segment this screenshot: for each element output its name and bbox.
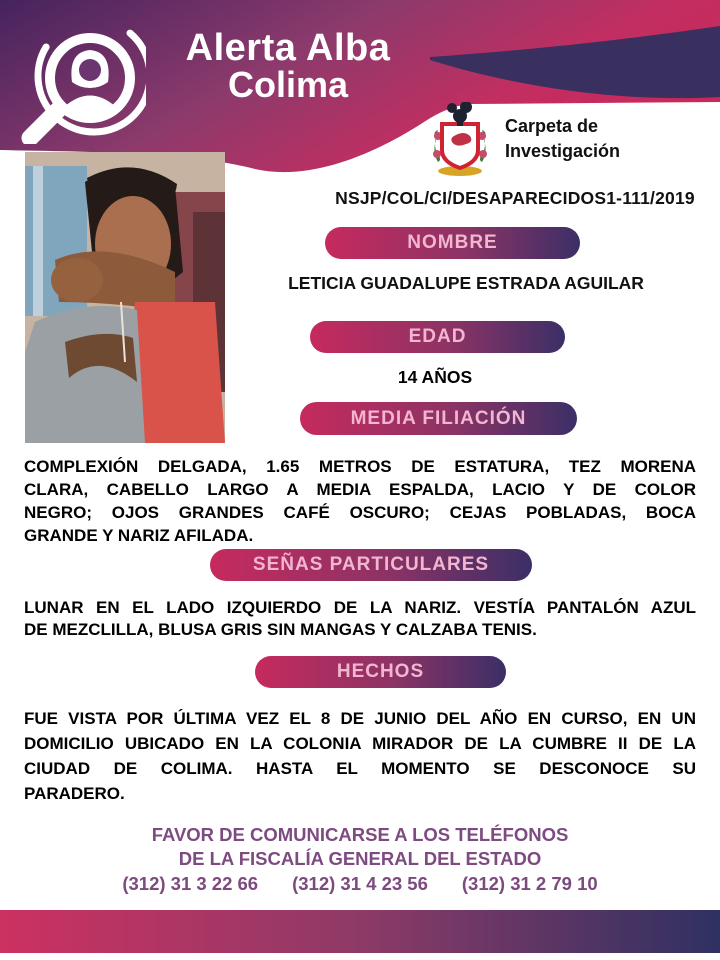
text-line: CIUDAD DE COLIMA. HASTA EL MOMENTO SE DESCONOCE SU: [24, 759, 696, 778]
text-line: (312) 31 4 23 56: [292, 873, 428, 894]
text-line: GRANDE Y NARIZ AFILADA.: [24, 526, 254, 545]
nombre-label: NOMBRE: [407, 232, 498, 253]
carpeta-line-2: Investigación: [505, 141, 621, 161]
carpeta-investigacion-label: [505, 114, 620, 164]
person-name: LETICIA GUADALUPE ESTRADA AGUILAR: [288, 273, 644, 293]
text-line: (312) 31 2 79 10: [461, 873, 598, 894]
case-number: NSJP/COL/CI/DESAPARECIDOS1-111/2019: [335, 188, 695, 208]
section-pill-hechos: [255, 656, 506, 688]
app-title: [128, 28, 448, 104]
section-pill-media-filiacion: [300, 402, 577, 435]
text-line: FUE VISTA POR ÚLTIMA VEZ EL 8 DE JUNIO DEL AÑO EN CURSO, EN UN: [24, 709, 696, 728]
phone-numbers: [0, 873, 720, 895]
section-pill-senas-particulares: [210, 549, 532, 581]
colima-coat-of-arms-icon: [428, 102, 492, 176]
hechos-label: HECHOS: [336, 661, 425, 682]
text-line: PARADERO.: [24, 784, 125, 803]
hechos-text: [24, 706, 696, 806]
contact-message: [0, 823, 720, 871]
section-pill-edad: [310, 321, 565, 353]
text-line: LUNAR EN EL LADO IZQUIERDO DE LA NARIZ. VESTÍA PANTALÓN AZUL: [24, 598, 696, 617]
text-line: DOMICILIO UBICADO EN LA COLONIA MIRADOR DE LA CUMBRE II DE LA: [24, 734, 696, 753]
senas-particulares-text: [24, 597, 696, 641]
carpeta-line-1: Carpeta de: [505, 116, 599, 136]
text-line: (312) 31 3 22 66: [122, 873, 259, 894]
media-filiacion-label: MEDIA FILIACIÓN: [350, 407, 527, 429]
alba-alert-logo-icon: [18, 12, 146, 144]
photo-illustration: [25, 152, 225, 443]
senas-particulares-label: SEÑAS PARTICULARES: [252, 554, 490, 575]
footer-gradient-bar: [0, 910, 720, 953]
missing-person-photo: [25, 152, 225, 443]
text-line: NEGRO; OJOS GRANDES CAFÉ OSCURO; CEJAS POBLADAS, BOCA: [24, 503, 696, 522]
media-filiacion-text: [24, 455, 696, 547]
title-line-2: Colima: [227, 64, 349, 105]
title-line-1: Alerta Alba: [185, 27, 391, 69]
contact-message-line-2: DE LA FISCALÍA GENERAL DEL ESTADO: [178, 848, 542, 869]
edad-label: EDAD: [408, 326, 467, 347]
text-line: CLARA, CABELLO LARGO A MEDIA ESPALDA, LACIO Y DE COLOR: [24, 480, 696, 499]
text-line: COMPLEXIÓN DELGADA, 1.65 METROS DE ESTATURA, TEZ MORENA: [24, 457, 696, 476]
person-age: 14 AÑOS: [397, 367, 473, 387]
contact-message-line-1: FAVOR DE COMUNICARSE A LOS TELÉFONOS: [151, 824, 569, 845]
section-pill-nombre: [325, 227, 580, 259]
text-line: DE MEZCLILLA, BLUSA GRIS SIN MANGAS Y CALZABA TENIS.: [24, 620, 537, 639]
